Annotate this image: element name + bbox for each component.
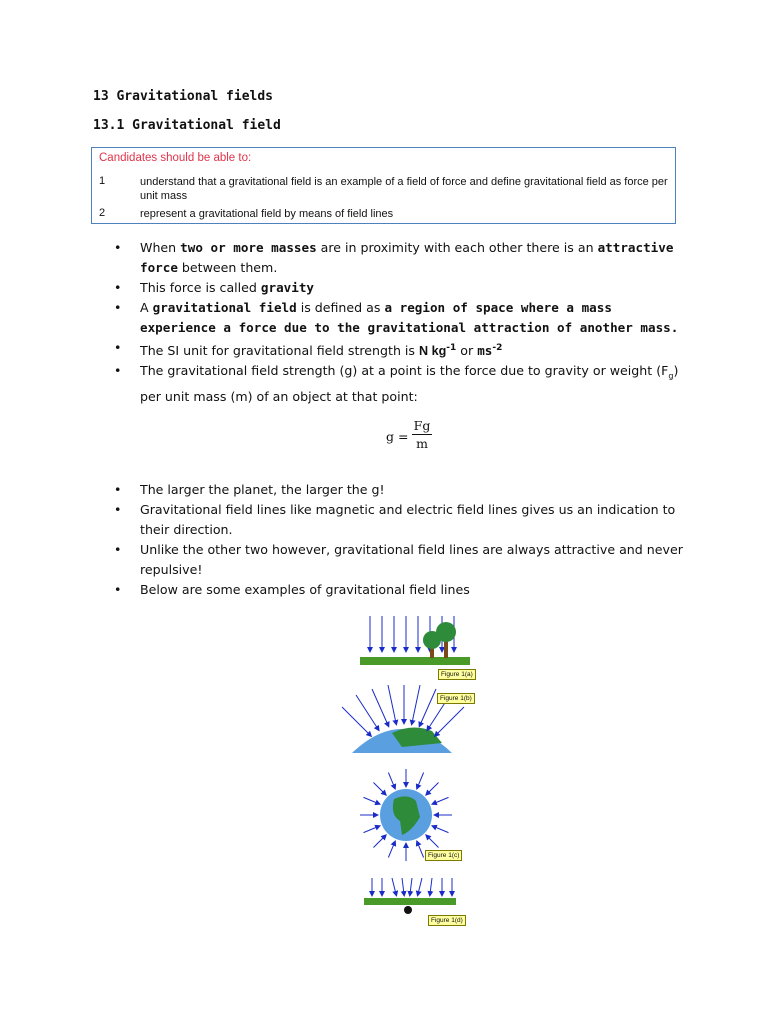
unit-text: ms — [477, 343, 493, 359]
syllabus-item-text: understand that a gravitational field is an example of a field of force and define gravitational field as force per unit mass — [140, 176, 668, 202]
unit-exponent: -1 — [446, 343, 457, 353]
bullet-text: is defined as — [296, 300, 385, 315]
fraction — [412, 418, 432, 451]
list-item — [114, 540, 694, 580]
equation-lhs: g = — [386, 429, 409, 444]
bullet-text: The larger the planet, the larger the g! — [140, 481, 385, 497]
syllabus-box — [91, 147, 676, 224]
list-item — [114, 361, 694, 407]
figure-1d-diagram — [364, 876, 460, 918]
unit-text: N kg — [419, 344, 447, 359]
chapter-heading: 13 Gravitational fields — [93, 89, 274, 104]
syllabus-item-number: 2 — [99, 207, 106, 219]
syllabus-item-text: represent a gravitational field by means of field lines — [140, 208, 394, 220]
section-heading: 13.1 Gravitational field — [93, 118, 281, 133]
bullet-text: This force is called — [140, 280, 261, 295]
subscript: g — [668, 371, 674, 381]
mass-dot — [404, 906, 412, 914]
syllabus-item-number: 1 — [99, 175, 106, 187]
syllabus-header: Candidates should be able to: — [99, 152, 252, 164]
list-item — [114, 298, 694, 338]
list-item — [114, 480, 694, 500]
bullet-text: Gravitational field lines like magnetic and electric field lines gives us an indication to their direction. — [140, 501, 676, 537]
figure-1a-diagram — [360, 612, 470, 670]
unit-exponent: -2 — [492, 343, 503, 353]
bullet-text: Below are some examples of gravitational field lines — [140, 581, 470, 597]
figure-1c-label: Figure 1(c) — [425, 850, 462, 861]
bullet-text: Unlike the other two however, gravitational field lines are always attractive and never repulsive! — [140, 541, 683, 577]
figure-1a-label: Figure 1(a) — [438, 669, 476, 680]
bullet-text: A — [140, 300, 153, 315]
bullet-text: between them. — [177, 260, 278, 275]
bullet-list — [114, 238, 694, 600]
bullet-bold-text: a region of space where a mass experience a force due to the gravitational attraction of another mass. — [140, 300, 679, 335]
numerator: Fg — [413, 418, 431, 433]
bullet-bold-text: attractive force — [140, 240, 674, 275]
figure-1b-label: Figure 1(b) — [437, 693, 475, 704]
tree-icon — [423, 622, 456, 658]
bullet-text: are in proximity with each other there is an — [316, 240, 598, 255]
bullet-text: When — [140, 240, 181, 255]
bullet-text: ) per unit mass (m) of an object at that point: — [140, 363, 679, 404]
bullet-bold-text: two or more masses — [180, 240, 317, 255]
ground — [360, 657, 470, 665]
field-lines — [372, 878, 452, 894]
list-item — [114, 338, 694, 361]
list-item — [114, 238, 694, 278]
figure-1c-diagram — [350, 765, 460, 861]
figure-1d-label: Figure 1(d) — [428, 915, 466, 926]
bullet-text: The SI unit for gravitational field strength is — [140, 343, 419, 359]
list-item — [114, 580, 694, 600]
bullet-text: or — [456, 343, 478, 359]
list-item — [114, 500, 694, 540]
denominator: m — [416, 436, 428, 451]
bullet-bold-text: gravitational field — [152, 300, 297, 315]
bullet-text: The gravitational field strength (g) at a point is the force due to gravity or weight (F — [140, 363, 669, 379]
list-item — [114, 278, 694, 298]
ground — [364, 898, 456, 905]
bullet-bold-text: gravity — [260, 280, 314, 295]
